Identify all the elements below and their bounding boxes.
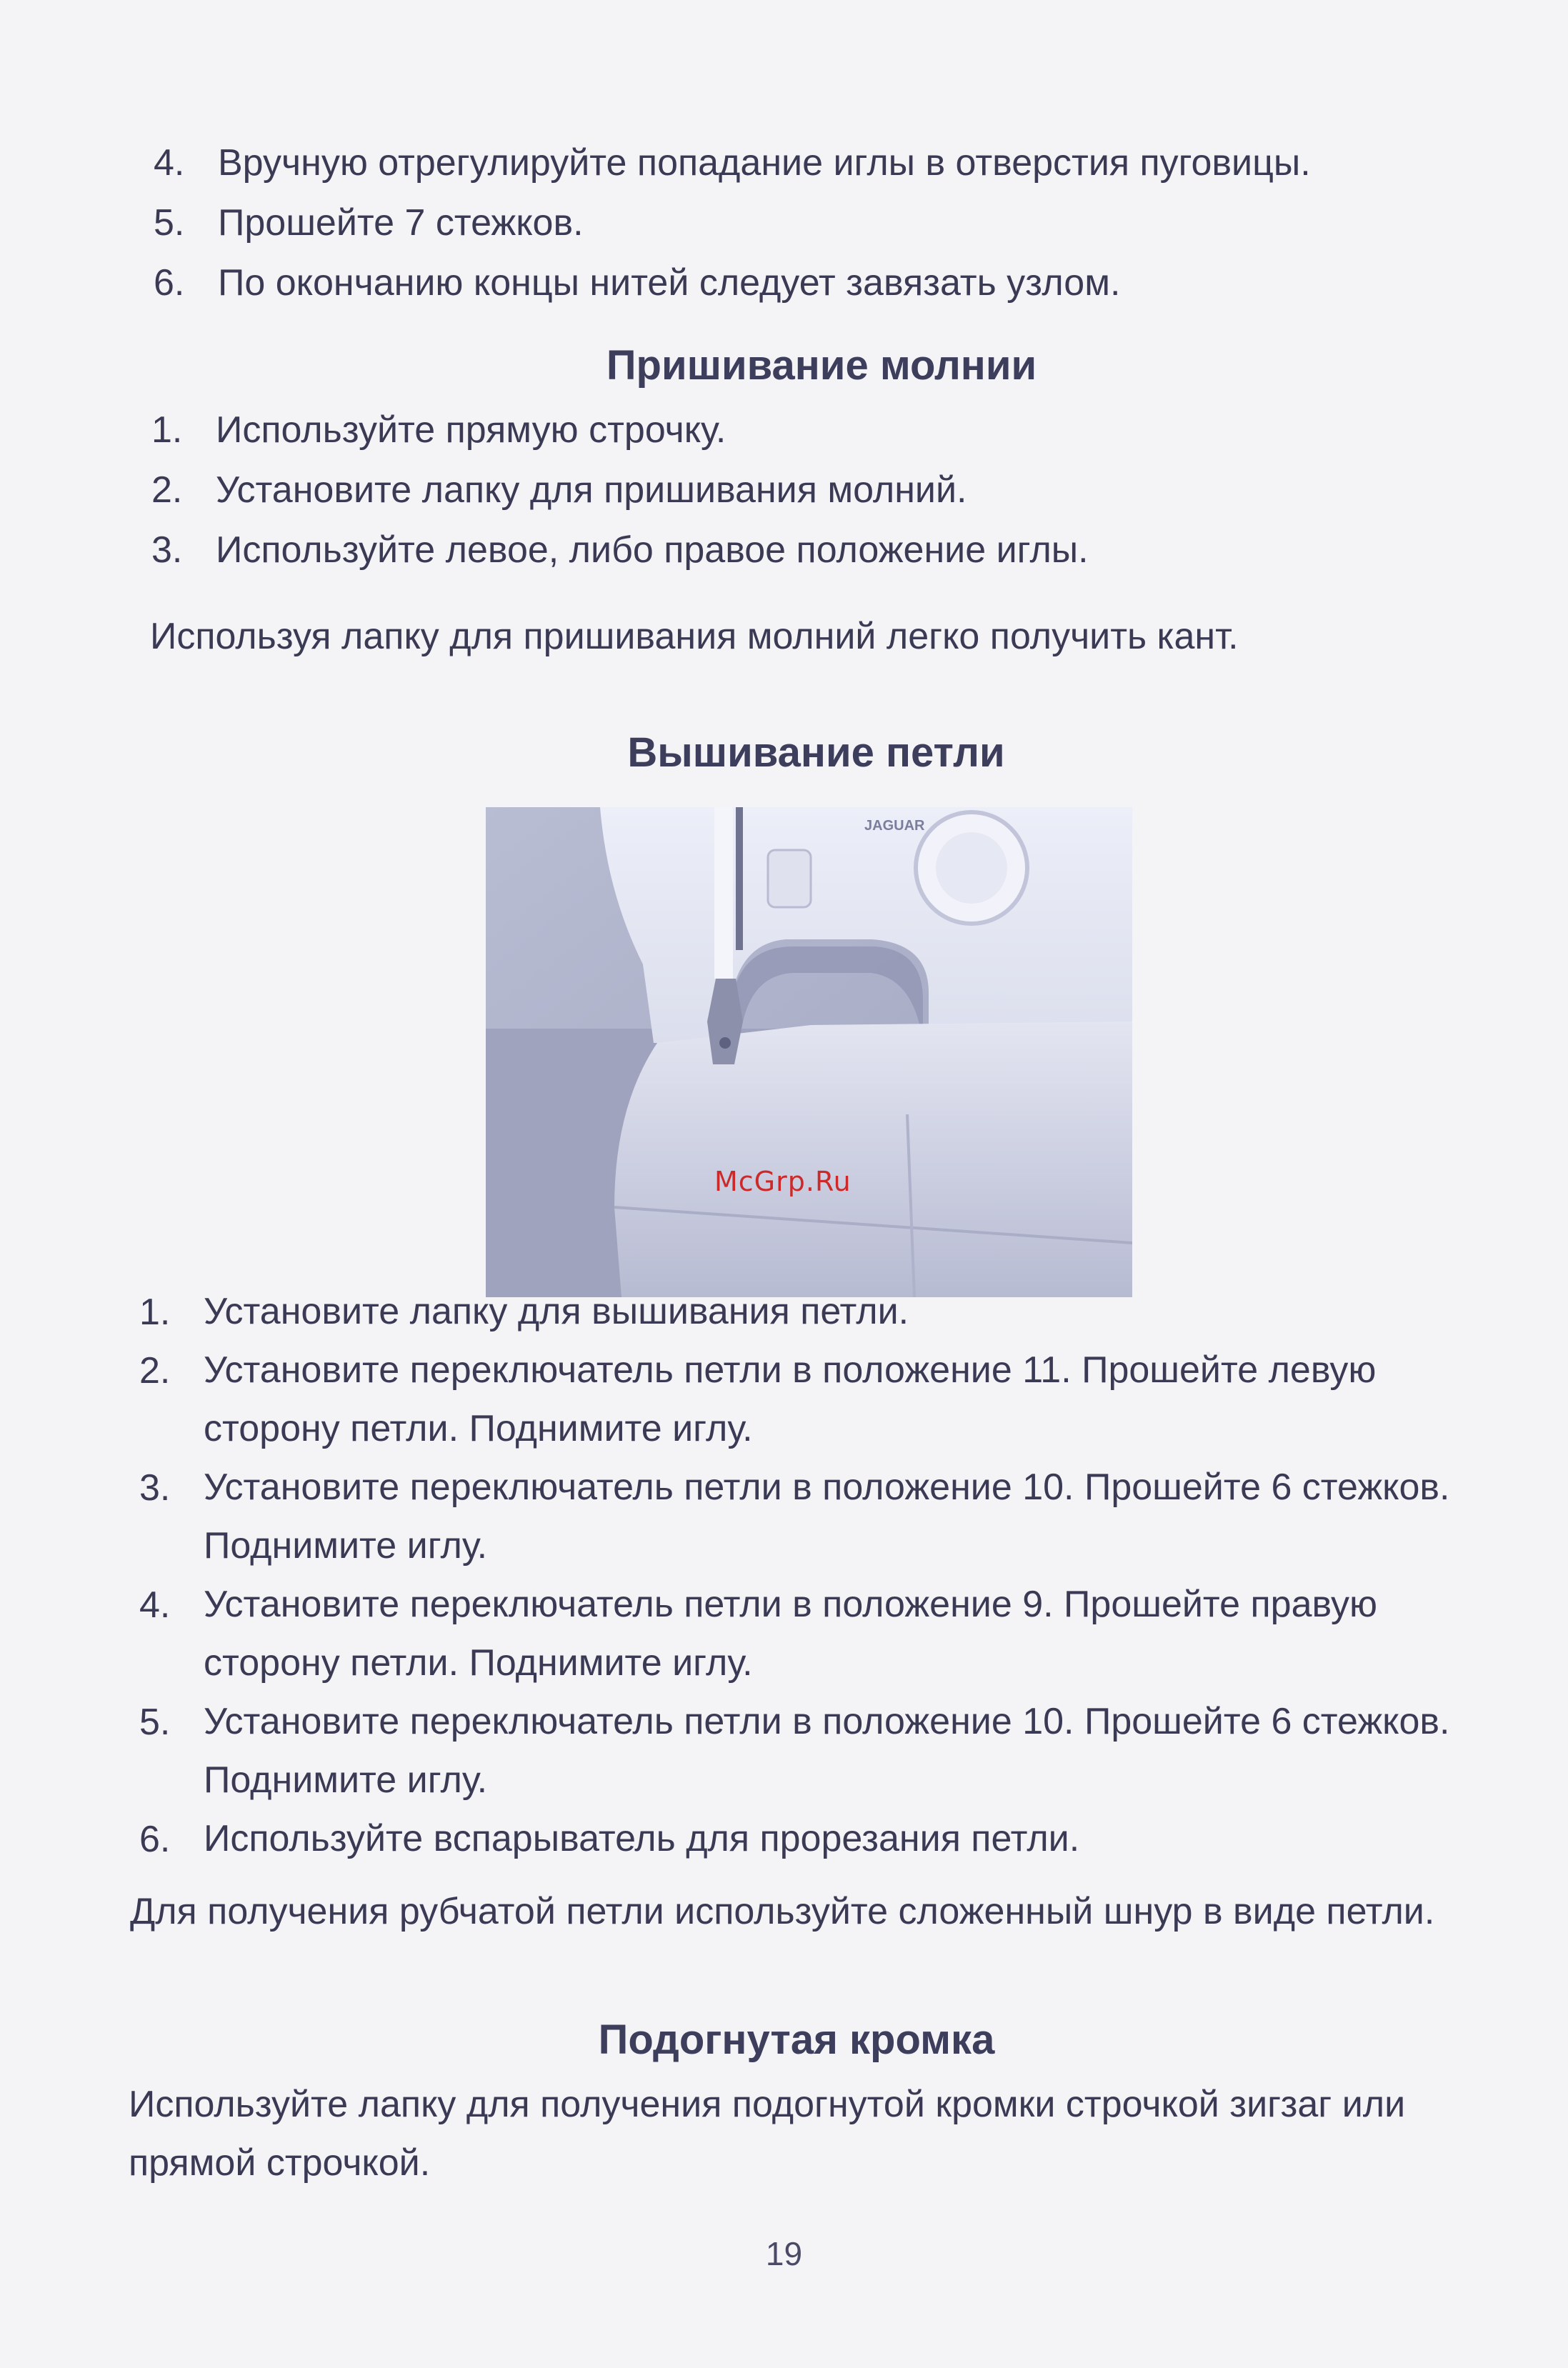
list-item <box>139 1575 1497 1692</box>
list-item <box>139 1692 1497 1809</box>
list-item <box>151 400 1509 460</box>
watermark: McGrp.Ru <box>714 1166 852 1197</box>
needle-bar <box>714 807 733 979</box>
section-title-zipper: Пришивание молнии <box>606 342 1037 389</box>
brand-label: JAGUAR <box>864 818 925 834</box>
step-number: 3. <box>151 529 183 571</box>
button-steps-list <box>154 133 1511 313</box>
step-number: 5. <box>139 1702 171 1743</box>
step-number: 2. <box>151 469 183 511</box>
buttonhole-note: Для получения рубчатой петли используйте сложенный шнур в виде петли. <box>130 1891 1435 1932</box>
step-number: 6. <box>154 262 185 304</box>
needle-thread <box>736 807 743 950</box>
step-text: Вручную отрегулируйте попадание иглы в отверстия пуговицы. <box>218 142 1311 184</box>
step-text: Установите лапку для вышивания петли. <box>204 1291 909 1332</box>
sewing-machine-photo <box>486 807 1132 1297</box>
step-text: Используйте вспарыватель для прорезания петли. <box>204 1818 1080 1859</box>
list-item <box>154 133 1511 193</box>
buttonhole-steps-list <box>139 1282 1497 1868</box>
step-number: 4. <box>139 1584 171 1626</box>
step-text: Установите переключатель петли в положение 9. Прошейте правую сторону петли. Поднимите иглу. <box>204 1584 1378 1684</box>
selector-window <box>768 850 811 907</box>
list-item <box>139 1458 1497 1575</box>
step-text: По окончанию концы нитей следует завязать узлом. <box>218 262 1121 304</box>
foot-screw <box>719 1037 731 1049</box>
section-title-buttonhole: Вышивание петли <box>627 729 1005 776</box>
step-number: 6. <box>139 1819 171 1860</box>
step-text: Установите переключатель петли в положение 11. Прошейте левую сторону петли. Поднимите иглу. <box>204 1349 1377 1449</box>
list-item <box>139 1282 1497 1341</box>
page-number: 19 <box>765 2235 803 2272</box>
step-text: Установите переключатель петли в положение 10. Прошейте 6 стежков. Поднимите иглу. <box>204 1701 1450 1801</box>
step-text: Используйте левое, либо правое положение иглы. <box>216 529 1089 571</box>
list-item <box>154 193 1511 253</box>
hem-text: Используйте лапку для получения подогнутой кромки строчкой зигзаг или прямой строчкой. <box>129 2084 1406 2184</box>
step-number: 1. <box>151 409 183 451</box>
step-text: Прошейте 7 стежков. <box>218 202 584 244</box>
section-title-hem: Подогнутая кромка <box>598 2017 995 2063</box>
list-item <box>139 1809 1497 1868</box>
zipper-steps-list <box>151 400 1509 580</box>
step-text: Установите лапку для пришивания молний. <box>216 469 967 511</box>
machine-bed <box>614 1021 1132 1297</box>
step-number: 5. <box>154 202 185 244</box>
step-text: Установите переключатель петли в положение 10. Прошейте 6 стежков. Поднимите иглу. <box>204 1467 1450 1567</box>
list-item <box>151 520 1509 580</box>
list-item <box>139 1341 1497 1458</box>
step-number: 4. <box>154 142 185 184</box>
step-number: 2. <box>139 1350 171 1392</box>
sewing-machine-illustration <box>486 807 1132 1297</box>
step-number: 3. <box>139 1467 171 1509</box>
step-text: Используйте прямую строчку. <box>216 409 726 451</box>
list-item <box>151 460 1509 520</box>
list-item <box>154 253 1511 313</box>
step-number: 1. <box>139 1292 171 1333</box>
zipper-note: Используя лапку для пришивания молний легко получить кант. <box>150 616 1239 657</box>
dial-center <box>936 832 1007 904</box>
